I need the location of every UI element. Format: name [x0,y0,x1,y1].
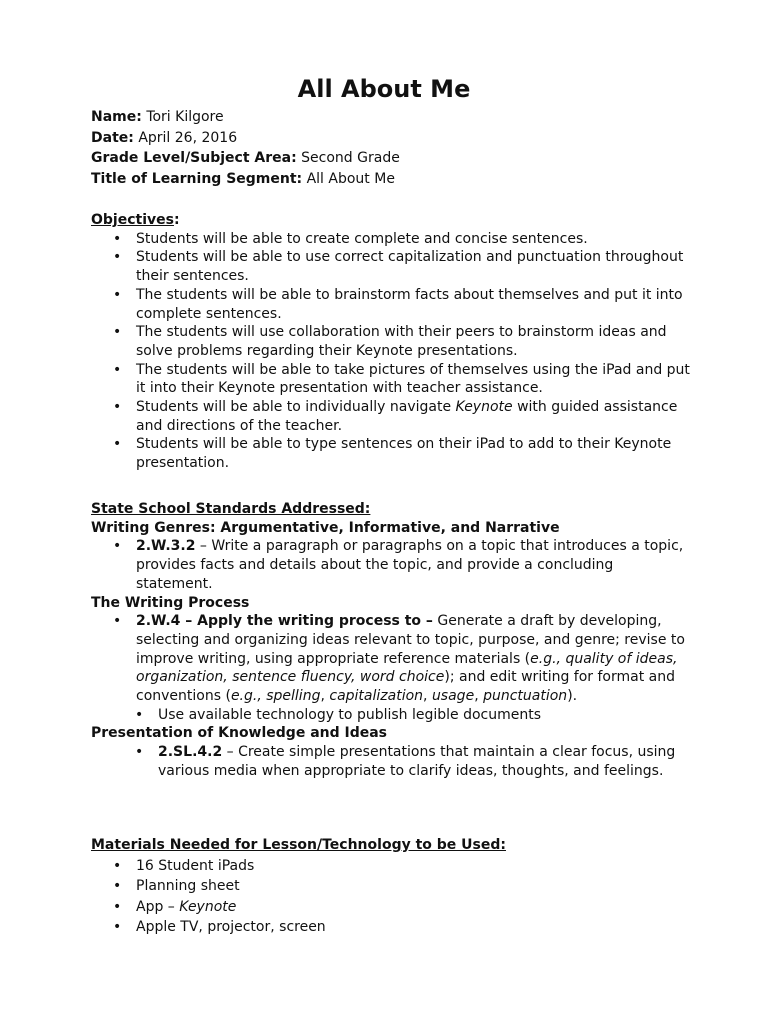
objective-text: with guided assistance and directions of the teacher. [136,399,678,434]
materials-list [91,856,691,938]
list-item [91,897,691,918]
standard-text: ); and edit writing for format and conventions ( [136,669,675,705]
material-text: App – [136,898,180,915]
name-line [91,107,691,128]
document-title: All About Me [297,75,471,103]
list-item: • 16 Student iPads [91,856,691,877]
list-item: • The students will be able to take pictures of themselves using the iPad and put it into their Keynote presentation with teacher assistance. [91,361,691,398]
writing-process-list [91,612,691,706]
list-item: • The students will be able to brainstorm facts about themselves and put it into complete sentences. [91,286,691,323]
materials-section [91,835,691,938]
standard-example: capitalization [329,688,424,705]
standard-text: Generate a draft by developing, selecting and organizing ideas relevant to topic, purpose, and genre; revise to improve writing, using appropriate reference materials ( [136,613,685,667]
keynote-app-name: Keynote [179,898,237,915]
objectives-heading-colon: : [173,212,180,228]
standard-example: punctuation [483,688,568,705]
objectives-list [91,230,691,473]
date-value: April 26, 2016 [138,129,238,146]
keynote-app-name: Keynote [455,399,513,416]
writing-process-heading: The Writing Process [91,594,250,611]
segment-label: Title of Learning Segment: [91,170,303,187]
segment-value: All About Me [306,170,395,187]
objectives-heading [91,211,691,230]
materials-heading: Materials Needed for Lesson/Technology to be Used: [91,837,506,853]
name-label: Name: [91,109,142,125]
list-item [91,398,691,435]
list-item: • Students will be able to use correct capitalization and punctuation throughout their sentences. [91,248,691,285]
writing-process-sublist [91,706,691,725]
standard-code: 2.W.4 – Apply the writing process to – [136,613,433,630]
list-item [91,743,691,780]
objectives-section [91,211,691,473]
segment-line [91,169,691,190]
list-item [91,537,691,593]
standard-example: usage [431,688,475,705]
standard-example: e.g., spelling [230,688,321,705]
standard-example: e.g., quality of ideas, organization, sentence fluency, word choice [136,650,678,686]
list-item: • The students will use collaboration with their peers to brainstorm ideas and solve problems regarding their Keynote presentations. [91,323,691,360]
standard-text: , [423,688,432,705]
objective-text: Students will be able to individually navigate [136,399,456,416]
list-item [91,612,691,706]
writing-genres-list [91,537,691,593]
standard-text: , [474,688,484,705]
list-item: • Students will be able to type sentences on their iPad to add to their Keynote presentation. [91,435,691,472]
list-item: • Use available technology to publish legible documents [91,706,691,725]
standards-section [91,500,691,781]
name-value: Tori Kilgore [146,109,224,125]
writing-genres-heading: Writing Genres: Argumentative, Informative, and Narrative [91,519,560,536]
standard-code: 2.SL.4.2 [158,744,223,761]
objectives-heading-text: Objectives [91,212,174,228]
meta-section [91,107,691,189]
standard-text: , [320,688,330,705]
list-item: • Planning sheet [91,876,691,897]
grade-label: Grade Level/Subject Area: [91,150,297,167]
list-item: • Apple TV, projector, screen [91,917,691,938]
date-label: Date: [91,129,134,146]
grade-value: Second Grade [301,150,400,167]
standard-text: – Create simple presentations that maintain a clear focus, using various media when appropriate to clarify ideas, thoughts, and feelings. [158,744,676,779]
standard-code: 2.W.3.2 [136,538,196,555]
grade-line [91,148,691,169]
presentation-list [91,743,691,780]
standards-heading: State School Standards Addressed: [91,501,371,517]
date-line [91,128,691,149]
standard-text: ). [567,688,578,705]
standard-text: – Write a paragraph or paragraphs on a topic that introduces a topic, provides facts and details about the topic, and provide a concluding statement. [136,538,684,592]
presentation-heading: Presentation of Knowledge and Ideas [91,725,388,742]
list-item: • Students will be able to create complete and concise sentences. [91,230,691,249]
